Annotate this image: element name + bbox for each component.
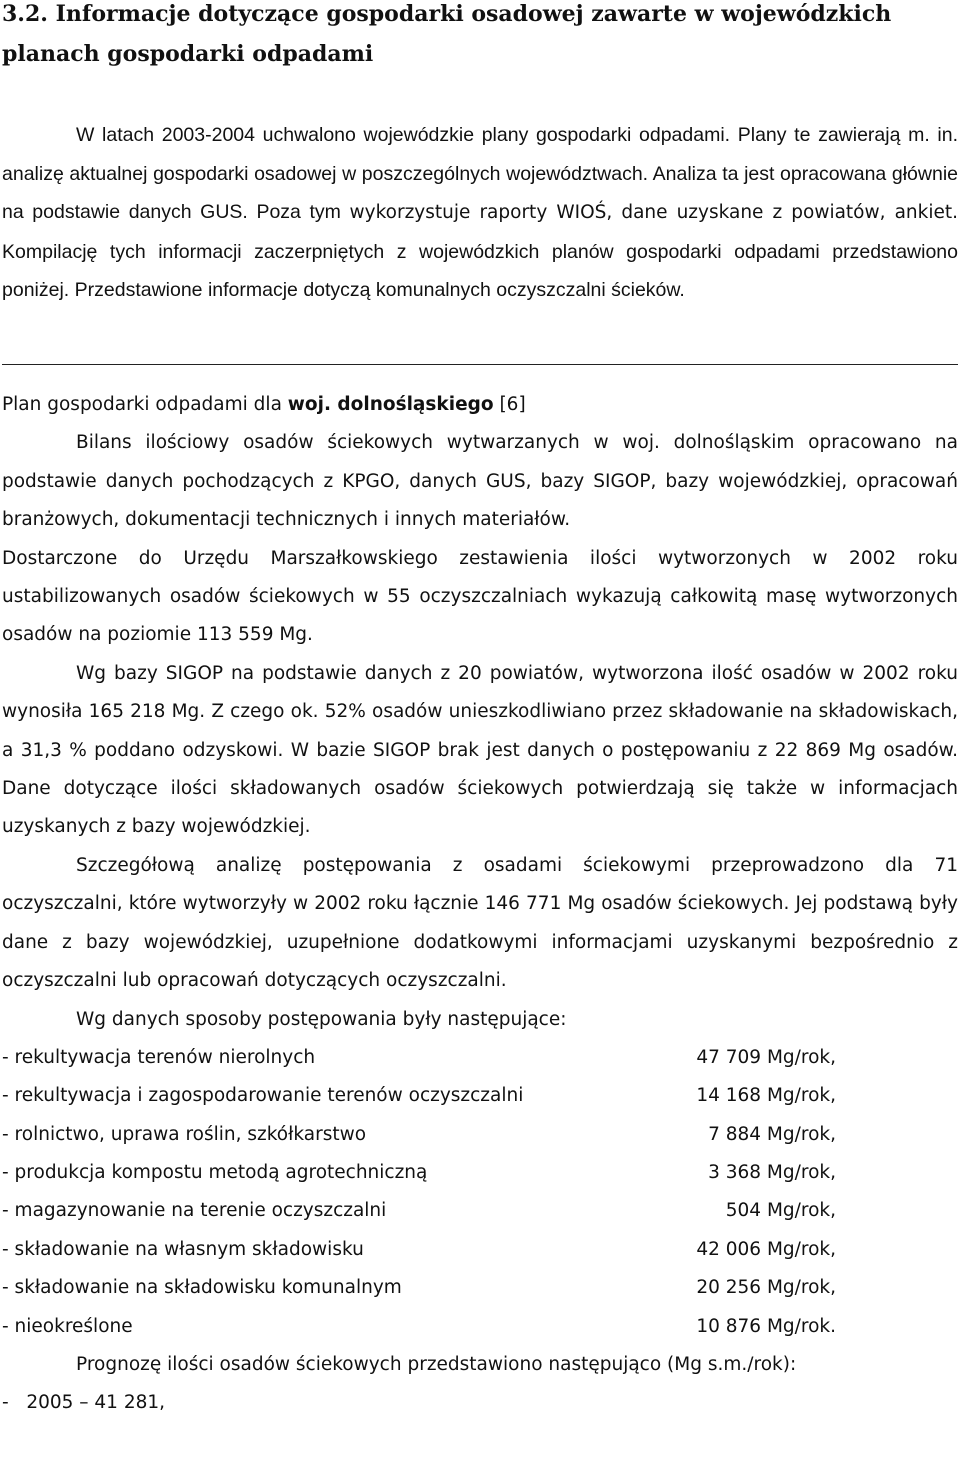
paragraph-analysis: Szczegółową analizę postępowania z osadami ściekowymi przeprowadzono dla 71 oczyszczalni, które wytworzyły w 2002 roku łącznie 146 771 Mg osadów ściekowych. Jej podstawą były dane z bazy wojewódzkiej, uzupełnione dodatkowymi informacjami uzyskanymi bezpośrednio z oczyszczalni lub opracowań dotyczących oczyszczalni. [2,854,958,992]
plan-title-region: woj. dolnośląskiego [287,394,494,415]
plan-title-ref: [6] [499,394,526,415]
method-label: - składowanie na własnym składowisku [2,1238,364,1260]
list-item [2,1077,958,1115]
section-heading: 3.2. Informacje dotyczące gospodarki osadowej zawarte w wojewódzkich planach gospodarki odpadami [2,1,892,67]
method-value: 504 Mg/rok, [725,1200,836,1222]
intro-text-1: W latach 2003-2004 uchwalono wojewódzkie plany gospodarki odpadami. Plany te zawierają m. in. analizę aktualnej gospodarki osadowej w poszczególnych województwach. Analiza ta jest opracowana głównie na podstawie danych GUS. Poza tym [2,124,958,224]
method-value: 42 006 Mg/rok, [696,1238,836,1260]
plan-title [2,386,958,424]
paragraph-sigop: Wg bazy SIGOP na podstawie danych z 20 powiatów, wytworzona ilość osadów w 2002 roku wynosiła 165 218 Mg. Z czego ok. 52% osadów unieszkodliwiano przez składowanie na składowiskach, a 31,3 % poddano odzyskowi. W bazie SIGOP brak jest danych o postępowaniu z 22 869 Mg osadów. Dane dotyczące ilości składowanych osadów ściekowych potwierdzają się także w informacjach uzyskanych z bazy wojewódzkiej. [2,662,958,838]
intro-text-3: Kompilację tych informacji zaczerpniętych z wojewódzkich planów gospodarki odpadami przedstawiono poniżej. Przedstawione informacje dotyczą komunalnych oczyszczalni ścieków. [2,240,958,302]
method-label: - nieokreślone [2,1315,133,1337]
list-item [2,1231,958,1269]
list-item [2,1308,958,1346]
forecast-item: - 2005 – 41 281, [2,1392,166,1414]
method-value: 47 709 Mg/rok, [696,1046,836,1068]
paragraph-bilans: Bilans ilościowy osadów ściekowych wytwarzanych w woj. dolnośląskim opracowano na podstawie danych pochodzących z KPGO, danych GUS, bazy SIGOP, bazy wojewódzkiej, opracowań branżowych, dokumentacji technicznych i innych materiałów. [2,432,958,531]
list-item [2,1116,958,1154]
method-label: - rekultywacja i zagospodarowanie terenów oczyszczalni [2,1085,524,1107]
method-value: 14 168 Mg/rok, [696,1085,836,1107]
list-item [2,1269,958,1307]
paragraph-dostarczone: Dostarczone do Urzędu Marszałkowskiego zestawienia ilości wytworzonych w 2002 roku ustabilizowanych osadów ściekowych w 55 oczyszczalniach wykazują całkowitą masę wytworzonych osadów na poziomie 113 559 Mg. [2,547,958,646]
methods-list [2,1039,958,1346]
method-value: 10 876 Mg/rok. [696,1315,836,1337]
list-item [2,1039,958,1077]
method-label: - produkcja kompostu metodą agrotechniczną [2,1162,428,1184]
method-value: 7 884 Mg/rok, [708,1123,836,1145]
plan-title-prefix: Plan gospodarki odpadami dla [2,394,282,415]
list-item [2,1192,958,1230]
intro-text-2: wykorzystuje raporty WIOŚ, dane uzyskane z powiatów, ankiet. [349,202,959,224]
intro-paragraph [2,116,958,310]
method-label: - składowanie na składowisku komunalnym [2,1277,402,1299]
method-label: - rekultywacja terenów nierolnych [2,1046,316,1068]
divider-line [2,364,958,365]
method-value: 3 368 Mg/rok, [708,1162,836,1184]
method-value: 20 256 Mg/rok, [696,1277,836,1299]
forecast-intro: Prognozę ilości osadów ściekowych przedstawiono następująco (Mg s.m./rok): [76,1354,797,1376]
plan-section [2,386,958,1423]
list-item [2,1154,958,1192]
method-label: - rolnictwo, uprawa roślin, szkółkarstwo [2,1123,367,1145]
method-label: - magazynowanie na terenie oczyszczalni [2,1200,387,1222]
paragraph-methods-intro: Wg danych sposoby postępowania były następujące: [76,1008,567,1030]
